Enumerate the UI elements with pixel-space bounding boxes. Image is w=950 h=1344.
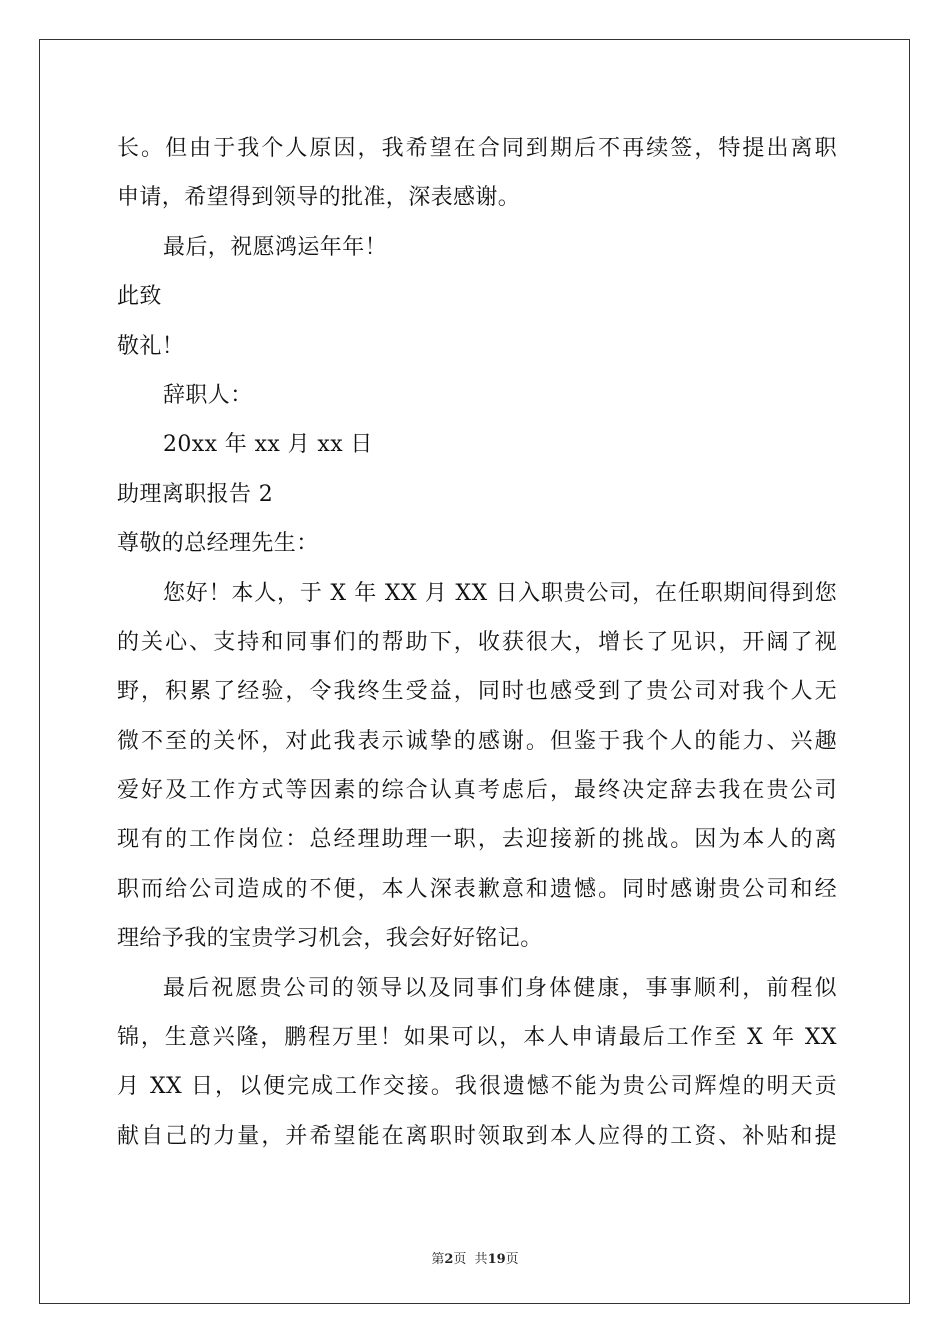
text-line: 献自己的力量，并希望能在离职时领取到本人应得的工资、补贴和提 [117, 1123, 837, 1149]
text-line: 微不至的关怀，对此我表示诚挚的感谢。但鉴于我个人的能力、兴趣 [117, 728, 837, 754]
text-line: 申请，希望得到领导的批准，深表感谢。 [117, 185, 521, 211]
text-line: 助理离职报告 2 [117, 481, 274, 507]
document-body [117, 124, 837, 1161]
text-line: 的关心、支持和同事们的帮助下，收获很大，增长了见识，开阔了视 [117, 629, 837, 655]
text-line: 职而给公司造成的不便，本人深表歉意和遗憾。同时感谢贵公司和经 [117, 876, 837, 902]
text-line: 现有的工作岗位：总经理助理一职，去迎接新的挑战。因为本人的离 [117, 827, 837, 853]
text-line: 锦，生意兴隆，鹏程万里！如果可以，本人申请最后工作至 X 年 XX [117, 1025, 837, 1051]
text-line: 此致 [117, 284, 162, 310]
page-footer [0, 1248, 950, 1267]
text-line: 月 XX 日，以便完成工作交接。我很遗憾不能为贵公司辉煌的明天贡 [117, 1074, 837, 1100]
text-line: 理给予我的宝贵学习机会，我会好好铭记。 [117, 926, 543, 952]
text-line: 爱好及工作方式等因素的综合认真考虑后，最终决定辞去我在贵公司 [117, 778, 837, 804]
text-line: 20xx 年 xx 月 xx 日 [163, 432, 373, 458]
page-prefix: 第 [431, 1252, 445, 1267]
total-prefix: 共 [474, 1252, 488, 1267]
text-line: 尊敬的总经理先生： [117, 531, 319, 557]
text-line: 长。但由于我个人原因，我希望在合同到期后不再续签，特提出离职 [117, 136, 837, 161]
text-line: 辞职人： [163, 382, 253, 408]
text-line: 野，积累了经验，令我终生受益，同时也感受到了贵公司对我个人无 [117, 679, 837, 705]
text-line: 敬礼！ [117, 333, 185, 359]
total-suffix: 页 [505, 1252, 519, 1267]
text-line: 最后，祝愿鸿运年年！ [163, 234, 388, 260]
text-line: 最后祝愿贵公司的领导以及同事们身体健康，事事顺利，前程似 [163, 975, 837, 1001]
total-pages: 19 [487, 1252, 506, 1267]
page-number: 2 [444, 1252, 454, 1267]
text-line: 您好！本人，于 X 年 XX 月 XX 日入职贵公司，在任职期间得到您 [163, 580, 837, 606]
page-suffix: 页 [453, 1252, 467, 1267]
